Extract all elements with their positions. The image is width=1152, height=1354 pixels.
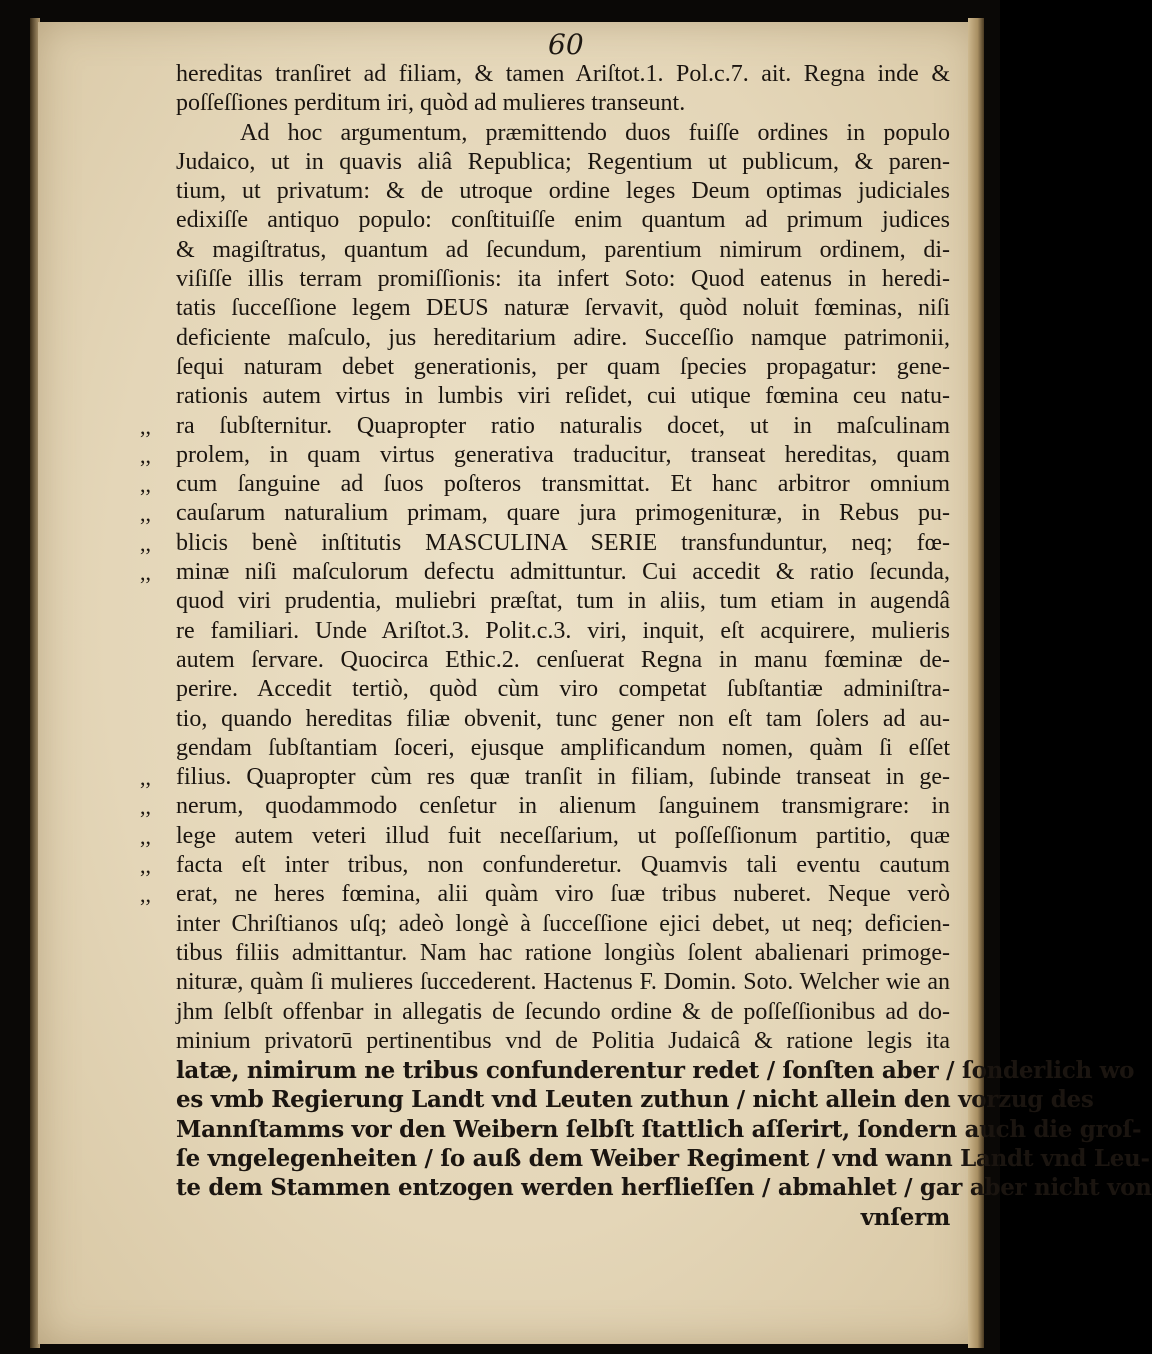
quote-marker: ,, xyxy=(140,560,151,586)
quote-marker: ,, xyxy=(140,823,151,849)
line-text: lege autem veteri illud fuit neceſſarium, ut poſſeſſionum partitio, quæ xyxy=(176,822,950,849)
line-text: Ad hoc argumentum, præmittendo duos fuiſſe ordines in populo xyxy=(240,119,950,146)
quote-marker: ,, xyxy=(140,765,151,791)
text-line xyxy=(140,1173,1152,1202)
text-line xyxy=(140,851,950,880)
text-line xyxy=(140,822,950,851)
text-line xyxy=(140,1056,1135,1085)
text-line xyxy=(140,470,950,499)
quote-marker: ,, xyxy=(140,442,151,468)
text-line xyxy=(140,792,950,821)
line-text: nituræ, quàm ſi mulieres ſuccederent. Hactenus F. Domin. Soto. Welcher wie an xyxy=(176,969,950,996)
line-text: te dem Stammen entzogen werden herflieſſen / abmahlet / gar aber nicht von xyxy=(176,1174,1152,1202)
text-line xyxy=(140,587,950,616)
text-line xyxy=(140,617,950,646)
line-text: rationis autem virtus in lumbis viri reſidet, cui utique fœmina ceu natu- xyxy=(176,383,950,410)
line-text: latæ, nimirum ne tribus confunderentur redet / ſonſten aber / ſonderlich wo xyxy=(176,1057,1135,1085)
line-text: tatis ſucceſſione legem DEUS naturæ ſervavit, quòd noluit fœminas, niſi xyxy=(176,295,950,322)
line-text: autem ſervare. Quocirca Ethic.2. cenſuerat Regna in manu fœminæ de- xyxy=(176,646,950,673)
line-text: ſequi naturam debet generationis, per quam ſpecies propagatur: gene- xyxy=(176,353,950,380)
quote-marker: ,, xyxy=(140,501,151,527)
line-text: & magiſtratus, quantum ad ſecundum, parentium nimirum ordinem, di- xyxy=(176,236,950,263)
line-text: tio, quando hereditas filiæ obvenit, tunc gener non eſt tam ſolers ad au- xyxy=(176,705,950,732)
line-text: deficiente maſculo, jus hereditarium adire. Succeſſio namque patrimonii, xyxy=(176,324,950,351)
line-text: tibus filiis admittantur. Nam hac ratione longiùs ſolent abalienari primoge- xyxy=(176,939,950,966)
line-text: quod viri prudentia, muliebri præſtat, tum in aliis, tum etiam in augendâ xyxy=(176,588,950,615)
text-line xyxy=(140,1115,1142,1144)
line-text: Judaico, ut in quavis aliâ Republica; Regentium ut publicum, & paren- xyxy=(176,148,950,175)
text-line xyxy=(140,675,950,704)
text-line xyxy=(140,119,950,148)
line-text: hereditas tranſiret ad filiam, & tamen Ariſtot.1. Pol.c.7. ait. Regna inde & xyxy=(176,61,950,87)
text-line xyxy=(140,177,950,206)
text-line xyxy=(140,529,950,558)
line-text: ſe vngelegenheiten / ſo auß dem Weiber Regiment / vnd wann Landt vnd Leu- xyxy=(176,1144,1150,1172)
text-line xyxy=(140,939,950,968)
text-line xyxy=(140,499,950,528)
line-text: ra ſubſternitur. Quapropter ratio naturalis docet, ut in maſculinam xyxy=(176,412,950,439)
text-line xyxy=(140,148,950,177)
line-text: blicis benè inſtitutis MASCULINA SERIE transfunduntur, neq; fœ- xyxy=(176,529,950,556)
text-line xyxy=(140,1085,1094,1114)
text-line xyxy=(140,998,950,1027)
line-text: poſſeſſiones perditum iri, quòd ad mulieres transeunt. xyxy=(176,90,686,117)
line-text: cum ſanguine ad ſuos poſteros transmittat. Et hanc arbitror omnium xyxy=(176,471,950,498)
line-text: edixiſſe antiquo populo: conſtituiſſe enim quantum ad primum judices xyxy=(176,207,950,234)
line-text: inter Chriſtianos uſq; adeò longè à ſucceſſione ejici debet, ut neq; deficien- xyxy=(176,910,950,937)
text-line xyxy=(140,734,950,763)
line-text: vnſerm xyxy=(860,1203,950,1231)
quote-marker: ,, xyxy=(140,853,151,879)
text-line xyxy=(140,558,950,587)
body-text xyxy=(140,60,1152,1232)
text-line xyxy=(140,910,950,939)
text-line xyxy=(140,294,950,323)
text-line xyxy=(140,646,950,675)
line-text: minium privatorū pertinentibus vnd de Politia Judaicâ & ratione legis ita xyxy=(176,1027,950,1054)
line-text: re familiari. Unde Ariſtot.3. Polit.c.3. viri, inquit, eſt acquirere, mulieris xyxy=(176,617,950,644)
line-text: perire. Accedit tertiò, quòd cùm viro competat ſubſtantiæ adminiſtra- xyxy=(176,676,950,703)
text-line xyxy=(140,705,950,734)
line-text: prolem, in quam virtus generativa traducitur, transeat hereditas, quam xyxy=(176,441,950,468)
quote-marker: ,, xyxy=(140,472,151,498)
text-line xyxy=(140,206,950,235)
text-line xyxy=(140,880,950,909)
text-line xyxy=(140,1203,950,1232)
text-line xyxy=(140,89,950,118)
line-text: minæ niſi maſculorum defectu admittuntur. Cui accedit & ratio ſecunda, xyxy=(176,559,950,586)
quote-marker: ,, xyxy=(140,794,151,820)
line-text: filius. Quapropter cùm res quæ tranſit in filiam, ſubinde transeat in ge- xyxy=(176,764,950,791)
text-line xyxy=(140,324,950,353)
quote-marker: ,, xyxy=(140,530,151,556)
line-text: cauſarum naturalium primam, quare jura primogenituræ, in Rebus pu- xyxy=(176,500,950,527)
line-text: jhm ſelbſt offenbar in allegatis de ſecundo ordine & de poſſeſſionibus ad do- xyxy=(176,998,950,1025)
text-line xyxy=(140,236,950,265)
text-line xyxy=(140,353,950,382)
line-text: gendam ſubſtantiam ſoceri, ejusque amplificandum nomen, quàm ſi eſſet xyxy=(176,734,950,761)
quote-marker: ,, xyxy=(140,882,151,908)
line-text: facta eſt inter tribus, non confunderetur. Quamvis tali eventu cautum xyxy=(176,852,950,879)
line-text: erat, ne heres fœmina, alii quàm viro ſuæ tribus nuberet. Neque verò xyxy=(176,881,950,908)
text-line xyxy=(140,968,950,997)
line-text: nerum, quodammodo cenſetur in alienum ſanguinem transmigrare: in xyxy=(176,793,950,820)
text-line xyxy=(140,382,950,411)
page-number: 60 xyxy=(548,28,584,61)
quote-marker: ,, xyxy=(140,413,151,439)
text-line xyxy=(140,441,950,470)
line-text: es vmb Regierung Landt vnd Leuten zuthun / nicht allein den vorzug des xyxy=(176,1086,1094,1114)
line-text: Mannſtamms vor den Weibern ſelbſt ſtattlich aſſerirt, ſondern auch die groſ- xyxy=(176,1115,1142,1143)
line-text: viſiſſe illis terram promiſſionis: ita infert Soto: Quod eatenus in heredi- xyxy=(176,266,950,293)
text-line xyxy=(140,60,950,89)
text-line xyxy=(140,763,950,792)
text-line xyxy=(140,265,950,294)
text-line xyxy=(140,1027,950,1056)
line-text: tium, ut privatum: & de utroque ordine leges Deum optimas judiciales xyxy=(176,178,950,205)
text-line xyxy=(140,412,950,441)
text-line xyxy=(140,1144,1150,1173)
